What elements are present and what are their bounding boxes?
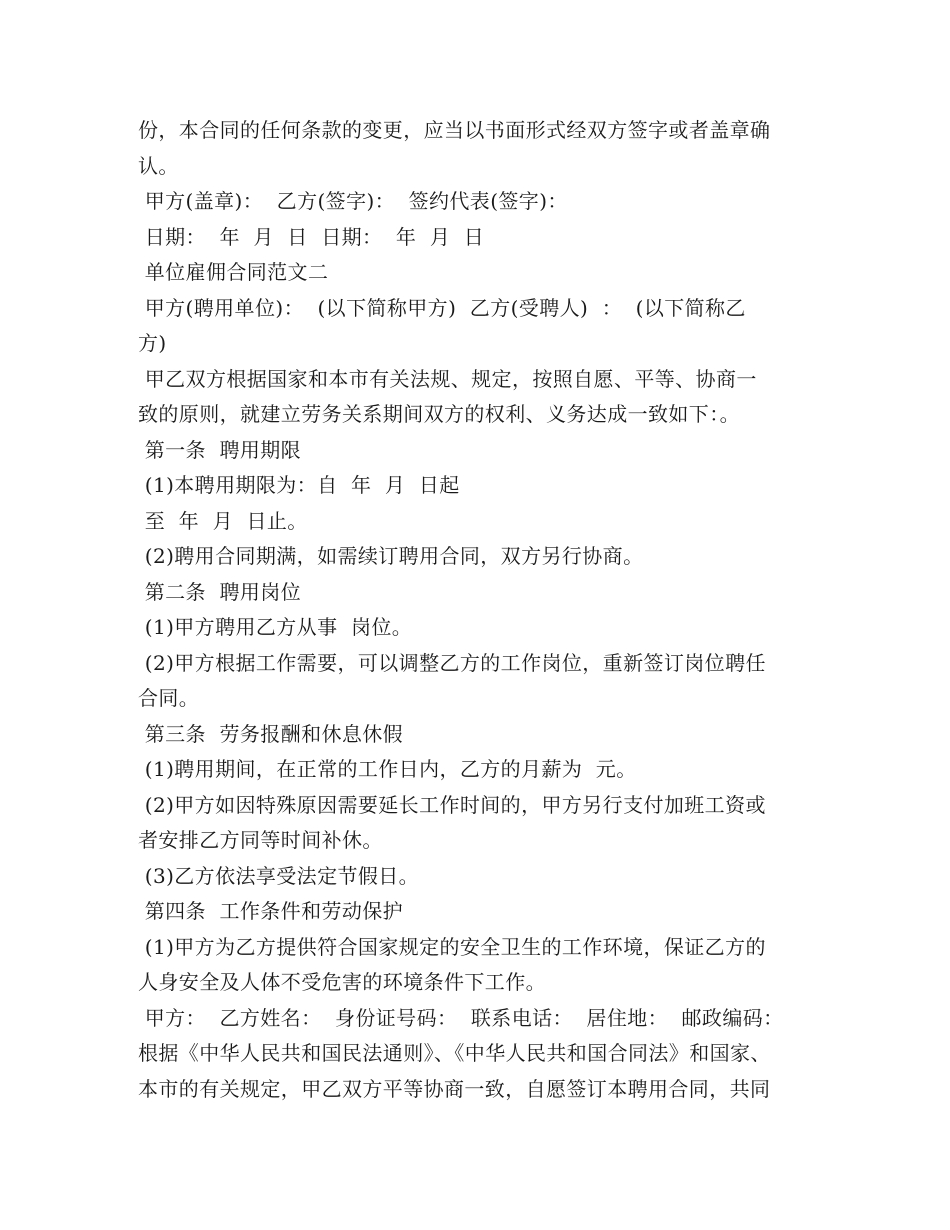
clause-line: (1)甲方聘用乙方从事 岗位。 [138, 615, 413, 639]
article-heading: 第三条 劳务报酬和休息休假 [138, 721, 404, 746]
clause-line: (1)本聘用期限为：自 年 月 日起 [138, 473, 460, 497]
party-info-line: 甲方： 乙方姓名： 身份证号码： 联系电话： 居住地： 邮政编码： [138, 1005, 784, 1030]
text-line: 根据《中华人民共和国民法通则》、《中华人民共和国合同法》和国家、 [138, 1041, 771, 1065]
article-heading: 第二条 聘用岗位 [138, 579, 302, 604]
clause-line: 者安排乙方同等时间补休。 [138, 828, 383, 852]
clause-line: 至 年 月 日止。 [138, 508, 308, 533]
parties-line: 甲方(聘用单位)： (以下简称甲方) 乙方(受聘人) ： (以下简称乙 [138, 295, 746, 320]
article-heading: 第四条 工作条件和劳动保护 [138, 899, 404, 923]
article-heading: 第一条 聘用期限 [138, 437, 302, 462]
text-line: 甲乙双方根据国家和本市有关法规、规定，按照自愿、平等、协商一 [138, 366, 757, 391]
clause-line: (3)乙方依法享受法定节假日。 [138, 863, 420, 888]
text-line: 本市的有关规定，甲乙双方平等协商一致，自愿签订本聘用合同，共同 [138, 1076, 771, 1101]
signature-line: 甲方(盖章)： 乙方(签字)： 签约代表(签字)： [138, 189, 568, 213]
clause-line: 人身安全及人体不受危害的环境条件下工作。 [138, 970, 546, 994]
text-line: 份，本合同的任何条款的变更，应当以书面形式经双方签字或者盖章确 [138, 118, 771, 142]
clause-line: (2)甲方如因特殊原因需要延长工作时间的，甲方另行支付加班工资或 [138, 792, 766, 817]
text-line: 致的原则，就建立劳务关系期间双方的权利、义务达成一致如下：。 [138, 402, 740, 426]
clause-line: (2)聘用合同期满，如需续订聘用合同，双方另行协商。 [138, 544, 644, 568]
contract-text [138, 113, 818, 1107]
clause-line: 合同。 [138, 686, 200, 710]
clause-line: (1)甲方为乙方提供符合国家规定的安全卫生的工作环境，保证乙方的 [138, 934, 766, 959]
section-title: 单位雇佣合同范文二 [138, 260, 329, 284]
date-line: 日期： 年 月 日 日期： 年 月 日 [138, 224, 485, 249]
text-line: 认。 [138, 153, 179, 178]
clause-line: (1)聘用期间，在正常的工作日内，乙方的月薪为 元。 [138, 757, 637, 781]
text-line: 方) [138, 331, 167, 355]
clause-line: (2)甲方根据工作需要，可以调整乙方的工作岗位，重新签订岗位聘任 [138, 650, 766, 675]
